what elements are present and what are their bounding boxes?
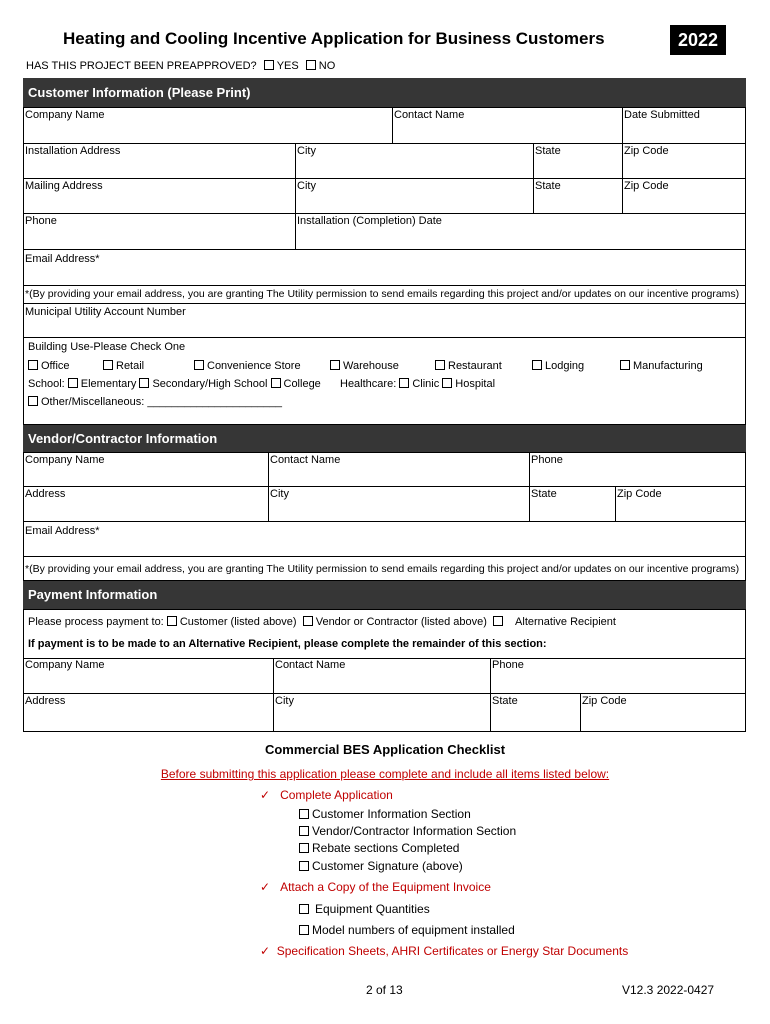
field-label: Zip Code: [617, 488, 662, 500]
check-mark-icon: ✓: [260, 880, 271, 894]
utility-account-field[interactable]: [24, 304, 745, 337]
payment-process-label: Please process payment to:: [28, 616, 164, 628]
customer-section-header: Customer Information (Please Print): [23, 78, 746, 107]
school-option-secondary[interactable]: Secondary/High School: [139, 378, 267, 390]
preapproved-no-checkbox[interactable]: [306, 60, 316, 70]
school-option-elementary[interactable]: Elementary: [68, 378, 137, 390]
building-option-office[interactable]: Office: [28, 360, 70, 372]
mailing-state-field[interactable]: [533, 179, 622, 213]
form-title: Heating and Cooling Incentive Application for Business Customers: [63, 29, 605, 48]
field-label: Address: [25, 695, 66, 707]
payment-option-customer[interactable]: Customer (listed above): [167, 616, 297, 628]
payment-section-header: Payment Information: [23, 581, 746, 609]
vendor-state-field[interactable]: [529, 487, 615, 521]
alt-contact-name-field[interactable]: [273, 658, 490, 693]
checklist-title: Commercial BES Application Checklist: [264, 742, 506, 757]
building-option-manufacturing[interactable]: Manufacturing: [620, 360, 703, 372]
customer-row-2: [24, 144, 745, 179]
customer-row-1: [24, 108, 745, 144]
vendor-row-1: [24, 453, 745, 487]
installation-city-field[interactable]: [295, 144, 533, 178]
customer-company-name-field[interactable]: [24, 108, 392, 143]
preapproved-yes-checkbox[interactable]: [264, 60, 274, 70]
healthcare-option-hospital[interactable]: Hospital: [442, 378, 495, 390]
checklist-subitem: Vendor/Contractor Information Section: [299, 824, 516, 838]
mailing-address-field[interactable]: [24, 179, 295, 213]
checklist-subitem: Customer Signature (above): [299, 859, 463, 873]
customer-phone-field[interactable]: [24, 214, 295, 249]
check-mark-icon: ✓: [260, 944, 271, 958]
year-badge: 2022: [670, 25, 726, 55]
field-label: Zip Code: [582, 695, 627, 707]
vendor-contact-name-field[interactable]: [268, 453, 529, 486]
field-label: Date Submitted: [624, 109, 700, 121]
field-label: Installation (Completion) Date: [297, 215, 442, 227]
vendor-email-disclaimer: *(By providing your email address, you are granting The Utility permission to send emails regarding this project and/or updates on our incentive programs): [25, 563, 740, 575]
school-option-college[interactable]: College: [271, 378, 321, 390]
field-label: Company Name: [25, 109, 105, 121]
installation-state-field[interactable]: [533, 144, 622, 178]
checklist-subitem: Model numbers of equipment installed: [299, 923, 515, 937]
mailing-zip-field[interactable]: [622, 179, 745, 213]
checklist-subitem: Customer Information Section: [299, 807, 471, 821]
building-use-title: Building Use-Please Check One: [28, 341, 186, 353]
school-options: [28, 378, 321, 390]
date-submitted-field[interactable]: [622, 108, 745, 143]
field-label: Contact Name: [275, 659, 346, 671]
school-label: School:: [28, 378, 65, 390]
version-label: V12.3 2022-0427: [622, 983, 715, 997]
vendor-zip-field[interactable]: [615, 487, 745, 521]
building-option-retail[interactable]: Retail: [103, 360, 144, 372]
checklist-item-complete-application: ✓ Complete Application: [260, 788, 393, 802]
alt-state-field[interactable]: [490, 694, 580, 732]
field-label: State: [535, 145, 561, 157]
field-label: Zip Code: [624, 180, 669, 192]
field-label: Phone: [531, 454, 563, 466]
field-label: City: [297, 145, 316, 157]
vendor-info-grid: [23, 452, 746, 581]
vendor-email-field[interactable]: [24, 522, 745, 556]
alt-row-2: [24, 694, 745, 732]
customer-row-4: [24, 214, 745, 250]
field-label: State: [492, 695, 518, 707]
alt-recipient-fields: [24, 658, 745, 732]
field-label: City: [270, 488, 289, 500]
vendor-city-field[interactable]: [268, 487, 529, 521]
payment-info-grid: [23, 609, 746, 732]
vendor-address-field[interactable]: [24, 487, 268, 521]
page-number: 2 of 13: [366, 983, 403, 997]
vendor-section-header: Vendor/Contractor Information: [23, 425, 746, 452]
field-label: Mailing Address: [25, 180, 103, 192]
healthcare-label: Healthcare:: [340, 378, 397, 390]
alt-row-1: [24, 658, 745, 694]
alternative-recipient-note: If payment is to be made to an Alternative Recipient, please complete the remainder of this section:: [28, 638, 547, 650]
preapproved-yes-label: YES: [276, 60, 299, 72]
field-label: Contact Name: [394, 109, 465, 121]
vendor-company-name-field[interactable]: [24, 453, 268, 486]
vendor-row-3: [24, 522, 745, 557]
field-label: Municipal Utility Account Number: [25, 306, 186, 318]
healthcare-option-clinic[interactable]: Clinic: [399, 378, 439, 390]
customer-contact-name-field[interactable]: [392, 108, 622, 143]
preapproved-question: [26, 60, 335, 72]
field-label: Address: [25, 488, 66, 500]
field-label: Phone: [25, 215, 57, 227]
field-label: State: [535, 180, 561, 192]
alt-zip-field[interactable]: [580, 694, 745, 732]
field-label: Installation Address: [25, 145, 121, 157]
customer-row-5: [24, 250, 745, 286]
vendor-phone-field[interactable]: [529, 453, 745, 486]
checklist-item-spec-sheets: ✓ Specification Sheets, AHRI Certificates or Energy Star Documents: [260, 944, 629, 958]
healthcare-options: [340, 378, 495, 390]
alt-company-name-field[interactable]: [24, 658, 273, 693]
customer-row-3: [24, 179, 745, 214]
payment-option-alternative[interactable]: Alternative Recipient: [493, 616, 616, 628]
installation-zip-field[interactable]: [622, 144, 745, 178]
checklist-subitem: Equipment Quantities: [299, 902, 430, 916]
field-label: Email Address*: [25, 253, 100, 265]
installation-address-field[interactable]: [24, 144, 295, 178]
vendor-row-2: [24, 487, 745, 522]
alt-phone-field[interactable]: [490, 658, 745, 693]
vendor-email-note-row: [24, 557, 745, 582]
field-label: City: [275, 695, 294, 707]
checklist-subitem: Rebate sections Completed: [299, 841, 459, 855]
installation-date-field[interactable]: [295, 214, 745, 249]
field-label: City: [297, 180, 316, 192]
field-label: State: [531, 488, 557, 500]
field-label: Contact Name: [270, 454, 341, 466]
preapproved-label: HAS THIS PROJECT BEEN PREAPPROVED?: [26, 60, 257, 72]
alt-address-field[interactable]: [24, 694, 273, 732]
checklist-item-attach-invoice: ✓ Attach a Copy of the Equipment Invoice: [260, 880, 491, 894]
checklist-instruction: Before submitting this application please complete and include all items listed below:: [160, 767, 610, 781]
field-label: Email Address*: [25, 525, 100, 537]
payment-option-vendor[interactable]: Vendor or Contractor (listed above): [303, 616, 487, 628]
building-use-row: [24, 338, 745, 426]
alt-city-field[interactable]: [273, 694, 490, 732]
customer-email-field[interactable]: [24, 250, 745, 285]
mailing-city-field[interactable]: [295, 179, 533, 213]
field-label: Zip Code: [624, 145, 669, 157]
email-disclaimer: *(By providing your email address, you are granting The Utility permission to send emails regarding this project and/or updates on our incentive programs): [25, 288, 740, 300]
customer-info-grid: [23, 107, 746, 425]
building-option-lodging[interactable]: Lodging: [532, 360, 584, 372]
field-label: Company Name: [25, 659, 105, 671]
building-option-warehouse[interactable]: Warehouse: [330, 360, 399, 372]
customer-email-note-row: [24, 286, 745, 304]
check-mark-icon: ✓: [260, 788, 271, 802]
building-option-restaurant[interactable]: Restaurant: [435, 360, 502, 372]
customer-row-6: [24, 304, 745, 338]
preapproved-no-label: NO: [318, 60, 336, 72]
field-label: Company Name: [25, 454, 105, 466]
building-option-convenience-store[interactable]: Convenience Store: [194, 360, 301, 372]
payment-recipient-options: [28, 616, 616, 628]
building-option-other[interactable]: Other/Miscellaneous: ______________________: [28, 396, 282, 408]
field-label: Phone: [492, 659, 524, 671]
